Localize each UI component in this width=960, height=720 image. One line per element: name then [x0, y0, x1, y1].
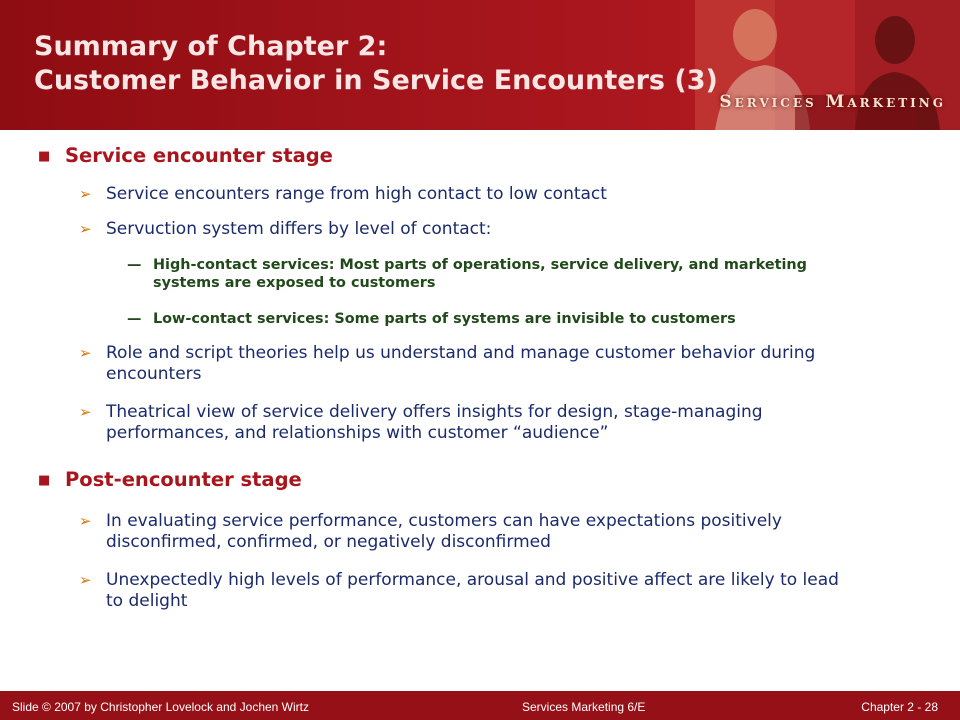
square-bullet-icon: ■ [38, 473, 51, 488]
bullet-heading-service-encounter [38, 144, 333, 170]
bullet-item [79, 184, 859, 205]
title-line-2: Customer Behavior in Service Encounters (3) [34, 65, 718, 96]
bullet-text: Service encounters range from high contact to low contact [106, 184, 607, 204]
arrow-bullet-icon: ➢ [79, 571, 92, 589]
sub-bullet-item [127, 256, 867, 292]
title-line-1: Summary of Chapter 2: [34, 31, 388, 62]
bullet-text: In evaluating service performance, customers can have expectations positively disconfirmed, confirmed, or negatively disconfirmed [106, 511, 782, 552]
slide-footer [0, 691, 960, 720]
bullet-item [79, 343, 859, 385]
arrow-bullet-icon: ➢ [79, 185, 92, 203]
footer-copyright: Slide © 2007 by Christopher Lovelock and Jochen Wirtz [12, 700, 309, 714]
arrow-bullet-icon: ➢ [79, 220, 92, 238]
sub-bullet-text: High-contact services: Most parts of operations, service delivery, and marketing systems are exposed to customers [153, 257, 807, 291]
bullet-text: Servuction system differs by level of contact: [106, 219, 492, 239]
slide-title [34, 30, 718, 98]
dash-bullet-icon: — [127, 311, 142, 327]
bullet-item [79, 402, 859, 444]
heading-text: Service encounter stage [65, 144, 333, 167]
bullet-text: Role and script theories help us understand and manage customer behavior during encounters [106, 343, 816, 384]
dash-bullet-icon: — [127, 257, 142, 273]
square-bullet-icon: ■ [38, 149, 51, 164]
sub-bullet-item [127, 310, 867, 328]
arrow-bullet-icon: ➢ [79, 344, 92, 362]
arrow-bullet-icon: ➢ [79, 512, 92, 530]
sub-bullet-text: Low-contact services: Some parts of systems are invisible to customers [153, 311, 736, 327]
arrow-bullet-icon: ➢ [79, 403, 92, 421]
bullet-item [79, 570, 859, 612]
footer-book-title: Services Marketing 6/E [522, 700, 646, 714]
bullet-text: Unexpectedly high levels of performance, arousal and positive affect are likely to lead to delight [106, 570, 839, 611]
heading-text: Post-encounter stage [65, 468, 302, 491]
bullet-item [79, 219, 859, 240]
bullet-item [79, 511, 859, 553]
slide-header [0, 0, 960, 130]
footer-slide-number: Chapter 2 - 28 [861, 700, 938, 714]
bullet-heading-post-encounter [38, 468, 302, 494]
brand-wordmark: Services Marketing [719, 92, 946, 112]
bullet-text: Theatrical view of service delivery offers insights for design, stage-managing performances, and relationships with customer “audience” [106, 402, 763, 443]
